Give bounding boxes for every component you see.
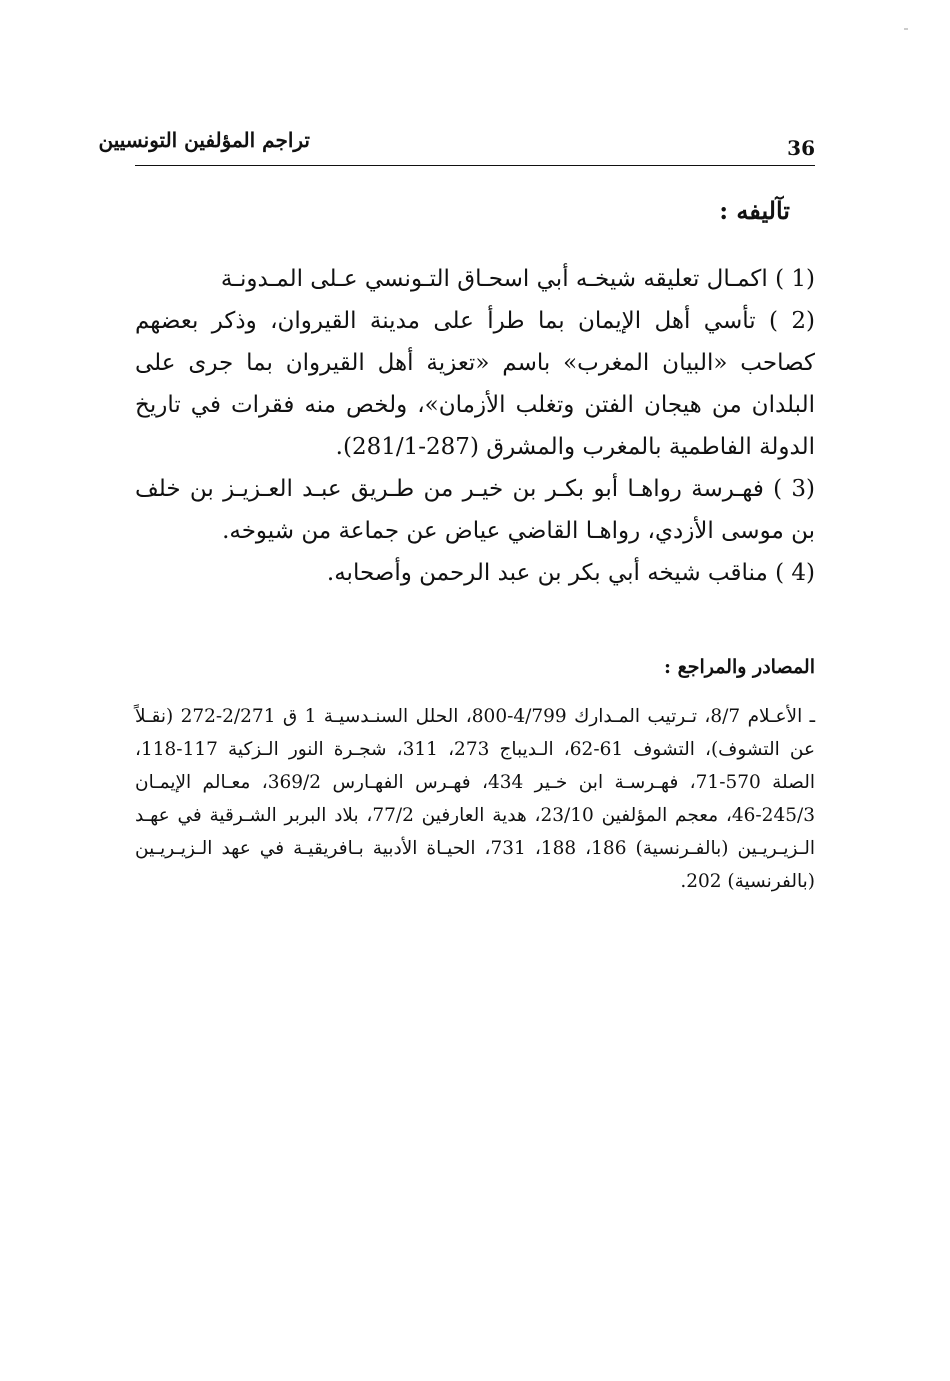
work-item [135,552,815,594]
work-item-text: تأسي أهل الإيمان بما طرأ على مدينة القيروان، وذكر بعضهم كصاحب «البيان المغرب» باسم «تعزية أهل القيروان بما جرى على البلدان من هيجان الفتن وتغلب الأزمان»، ولخص منه فقرات في تاريخ الدولة الفاطمية بالمغرب والمشرق (287-281/1). [135,308,815,460]
work-item [135,468,815,552]
references-text: ـ الأعـلام 8/7، تـرتيب المـدارك 4/799-800، الحلل السنـدسيـة 1 ق 2/271-272 (نقـلاً عن التشوف)، التشوف 61-62، الـديباج 273، 311، شجـرة النور الـزكية 117-118، الصلة 570-71، فهـرسـة ابن خـير 434، فهـرس الفهـارس 369/2، معـالم الإيمـان 245/3-46، معجم المؤلفين 23/10، هدية العارفين 77/2، بلاد البربر الشـرقية في عهـد الـزيـريـين (بالفـرنسية) 186، 188، 731، الحيـاة الأدبية بـافريقيـة في عهد الـزيـريـين (بالفرنسية) 202. [135,706,816,892]
work-item-text: مناقب شيخه أبي بكر بن عبد الرحمن وأصحابه. [326,560,768,586]
scan-mark [904,28,908,30]
work-item-text: اكمـال تعليقه شيخـه أبي اسحـاق التـونسي عـلى المـدونـة [220,266,768,292]
work-item-number: (3 ) [773,476,815,502]
work-item [135,258,815,300]
work-item-number: (2 ) [769,308,815,334]
works-list [135,258,815,594]
work-item-text: فهـرسة رواهـا أبو بكـر بن خيـر من طـريق عبـد العـزيـز بن خلف بن موسى الأزدي، رواهـا القاضي عياض عن جماعة من شيوخه. [135,476,815,544]
works-heading: تآليفه : [719,196,790,225]
page-number: 36 [787,136,815,160]
references-heading: المصادر والمراجع : [663,656,815,678]
running-header-title: تراجم المؤلفين التونسيين [98,128,310,152]
work-item [135,300,815,468]
running-header [98,128,815,168]
header-divider [135,165,815,166]
work-item-number: (1 ) [775,266,815,292]
work-item-number: (4 ) [775,560,815,586]
